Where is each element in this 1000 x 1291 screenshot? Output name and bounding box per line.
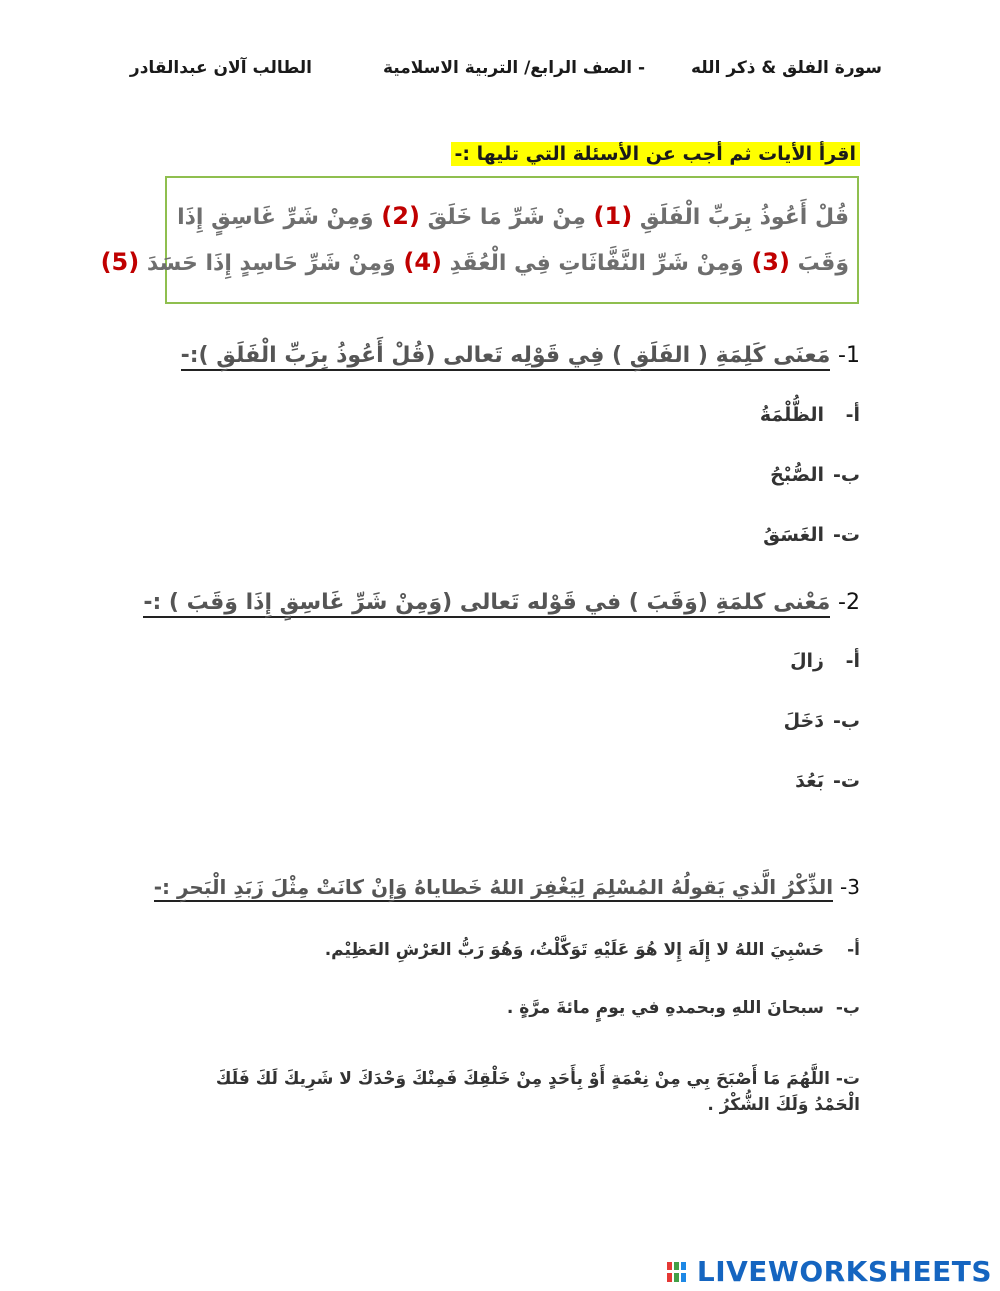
question-1 [181, 343, 860, 368]
question-number: 1- [838, 343, 860, 368]
verse-box [100, 176, 859, 304]
verse-number: (5) [100, 248, 140, 276]
option-letter: ب- [835, 998, 860, 1018]
verse-number: (1) [593, 202, 633, 230]
option-letter: ت- [833, 524, 860, 546]
option-text: اللَّهُمَ مَا أَصْبَحَ بِي مِنْ نِعْمَةٍ أَوْ بِأَحَدٍ مِنْ خَلْقِكَ فَمِنْكَ وَحْدَكَ لا شَرِيكَ لَكَ فَلَكَ الْحَمْدُ وَلَكَ الشُّكْرُ . [215, 1069, 860, 1115]
question-number: 3- [840, 875, 860, 899]
liveworksheets-icon [666, 1261, 688, 1283]
instruction: اقرأ الأيات ثم أجب عن الأسئلة التي تليها :- [451, 142, 860, 166]
verse-text: وَمِنْ شَرِّ النَّفَّاثَاتِ فِي الْعُقَدِ [442, 251, 752, 276]
logo-text: LIVEWORKSHEETS [696, 1255, 992, 1288]
verse-text: مِنْ شَرِّ مَا خَلَقَ [419, 205, 594, 230]
option-letter: أ- [845, 404, 860, 426]
worksheet-title: سورة الفلق & ذكر الله [690, 58, 882, 78]
q2-option-c[interactable] [795, 770, 860, 792]
option-letter: أ- [847, 940, 860, 960]
student-name: الطالب آلان عبدالقادر [129, 58, 312, 78]
q3-option-b[interactable] [507, 998, 860, 1018]
question-3 [154, 875, 860, 899]
question-text: الذِّكْرُ الَّذي يَقولُهُ المُسْلِمَ لِيَغْفِرَ اللهُ خَطاياهُ وَإِنْ كانَتْ مِثْلَ زَبَدِ الْبَحرِ :- [154, 875, 833, 902]
verse-text: قُلْ أَعُوذُ بِرَبِّ الْفَلَقِ [632, 205, 849, 230]
q1-option-b[interactable] [770, 464, 860, 486]
option-text: الصُّبْحُ [770, 464, 824, 486]
q1-option-c[interactable] [763, 524, 860, 546]
q2-option-a[interactable] [790, 650, 860, 672]
q2-option-b[interactable] [784, 710, 860, 732]
question-text: مَعنَى كَلِمَةِ ( الفَلَقِ ) فِي قَوْلِه تَعالى (قُلْ أَعُوذُ بِرَبِّ الْفَلَقِ ):- [181, 343, 831, 371]
q3-option-c[interactable] [180, 1066, 860, 1118]
verse-number: (2) [381, 202, 420, 230]
option-letter: ب- [833, 464, 860, 486]
liveworksheets-logo [666, 1255, 992, 1288]
question-number: 2- [838, 590, 860, 615]
option-text: حَسْبِيَ اللهُ لا إِلَهَ إِلا هُوَ عَلَيْهِ تَوَكَّلْتُ، وَهُوَ رَبُّ العَرْشِ العَظِيْم. [324, 940, 824, 960]
option-text: دَخَلَ [783, 710, 824, 732]
option-text: الغَسَقُ [763, 524, 824, 546]
q1-option-a[interactable] [760, 404, 860, 426]
question-2 [143, 590, 860, 615]
verse-number: (3) [751, 248, 790, 276]
verse-line-1 [177, 202, 849, 230]
grade-subject: - الصف الرابع/ التربية الاسلامية [383, 58, 645, 78]
verse-text: وَقَبَ [789, 251, 849, 276]
verse-text: وَمِنْ شَرِّ حَاسِدٍ إِذَا حَسَدَ [139, 251, 404, 276]
option-letter: ب- [833, 710, 860, 732]
option-letter: ت- [835, 1069, 860, 1089]
option-text: زالَ [790, 650, 824, 672]
option-text: بَعُدَ [795, 770, 824, 792]
option-letter: أ- [845, 650, 860, 672]
option-text: سبحانَ اللهِ وبحمدهِ في يومٍ مائةَ مرَّةٍ . [506, 998, 824, 1018]
verse-line-2 [101, 248, 849, 276]
option-letter: ت- [833, 770, 860, 792]
option-text: الظُّلْمَةُ [759, 404, 824, 426]
verse-number: (4) [403, 248, 443, 276]
verse-text: وَمِنْ شَرِّ غَاسِقٍ إِذَا [177, 205, 382, 230]
q3-option-a[interactable] [325, 940, 860, 960]
question-text: مَعْنى كلمَةِ (وَقَبَ ) في قَوْله تَعالى (وَمِنْ شَرِّ غَاسِقٍ إِذَا وَقَبَ ) :- [143, 590, 830, 618]
